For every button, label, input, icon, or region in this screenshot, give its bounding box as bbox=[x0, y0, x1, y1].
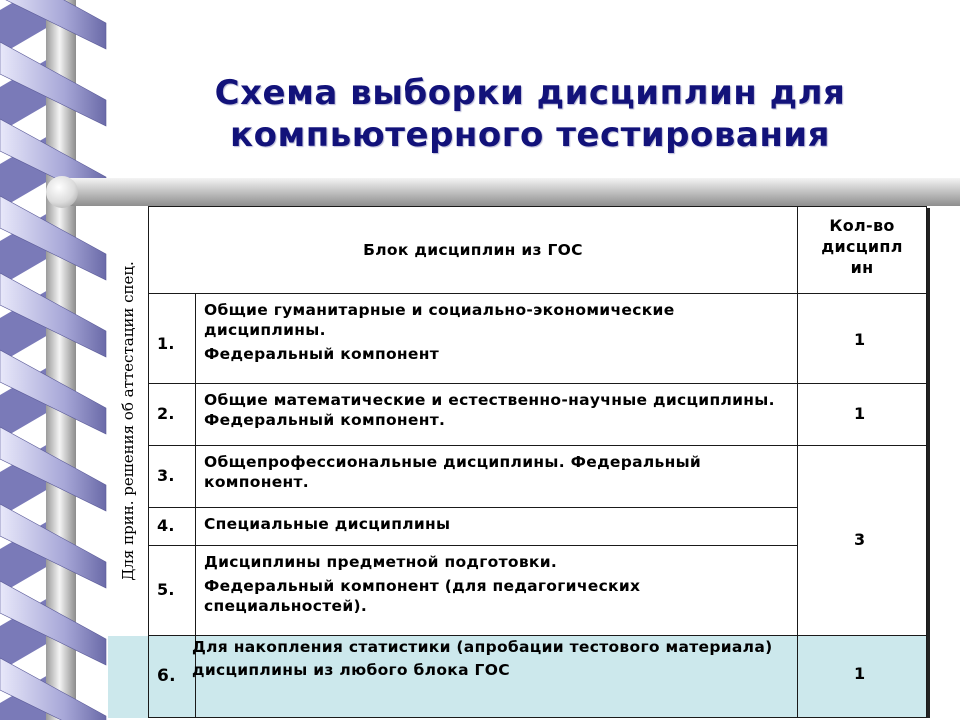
row-3-number-text: 3. bbox=[157, 466, 175, 485]
title-line-2: компьютерного тестирования bbox=[230, 115, 830, 155]
row-5-line-1: Дисциплины предметной подготовки. bbox=[204, 553, 558, 571]
side-label-text: Для прин. решения об аттестации спец. bbox=[119, 261, 137, 581]
row-6-number-text: 6. bbox=[157, 666, 176, 686]
rows-3-5-count-text: 3 bbox=[854, 530, 866, 549]
row-4-number bbox=[148, 508, 195, 546]
row-1-line-2: Федеральный компонент bbox=[204, 345, 440, 363]
rows-3-5-count bbox=[798, 446, 927, 636]
row-2-number-text: 2. bbox=[157, 404, 175, 423]
row-6-count bbox=[798, 636, 927, 718]
title-line-1: Схема выборки дисциплин для bbox=[214, 73, 846, 113]
row-1-count bbox=[798, 294, 927, 384]
header-count-cell bbox=[798, 206, 927, 294]
row-2-count bbox=[798, 384, 927, 446]
horizontal-rail bbox=[52, 178, 960, 206]
row-1-text bbox=[195, 294, 798, 384]
row-4-text bbox=[195, 508, 798, 546]
row-5-line-2: Федеральный компонент (для педагогических специальностей). bbox=[204, 577, 641, 615]
vertical-side-label bbox=[108, 206, 148, 636]
disciplines-table bbox=[148, 206, 927, 718]
row-3-number bbox=[148, 446, 195, 508]
rail-knob bbox=[46, 176, 78, 208]
decorative-ribbon-pole bbox=[0, 0, 108, 720]
row-5-number bbox=[148, 546, 195, 636]
row-5-number-text: 5. bbox=[157, 580, 175, 599]
row-3-text bbox=[195, 446, 798, 508]
row-4-line-1: Специальные дисциплины bbox=[204, 515, 451, 533]
table-shadow-right bbox=[927, 208, 930, 718]
row-1-number-text: 1. bbox=[157, 334, 175, 353]
row-1-line-1: Общие гуманитарные и социально-экономические дисциплины. bbox=[204, 301, 675, 339]
row-6-text bbox=[192, 636, 798, 718]
row-2-count-text: 1 bbox=[854, 404, 866, 423]
slide-title bbox=[150, 72, 910, 156]
row-1-number bbox=[148, 294, 195, 384]
row-3-line-1: Общепрофессиональные дисциплины. Федеральный компонент. bbox=[204, 453, 702, 491]
row-4-number-text: 4. bbox=[157, 516, 175, 535]
row-2-line-1: Общие математические и естественно-научные дисциплины. Федеральный компонент. bbox=[204, 391, 775, 429]
header-count-text: Кол-во дисципл ин bbox=[821, 216, 903, 277]
row-6-number bbox=[148, 636, 195, 718]
row-5-text bbox=[195, 546, 798, 636]
row-6-line-1: Для накопления статистики (апробации тестового материала) дисциплины из любого блока ГОС bbox=[192, 638, 773, 679]
header-block-cell bbox=[148, 206, 798, 294]
row-2-number bbox=[148, 384, 195, 446]
row-1-count-text: 1 bbox=[854, 330, 866, 349]
header-block-text: Блок дисциплин из ГОС bbox=[363, 241, 583, 259]
row-2-text bbox=[195, 384, 798, 446]
row-6-count-text: 1 bbox=[854, 664, 866, 683]
